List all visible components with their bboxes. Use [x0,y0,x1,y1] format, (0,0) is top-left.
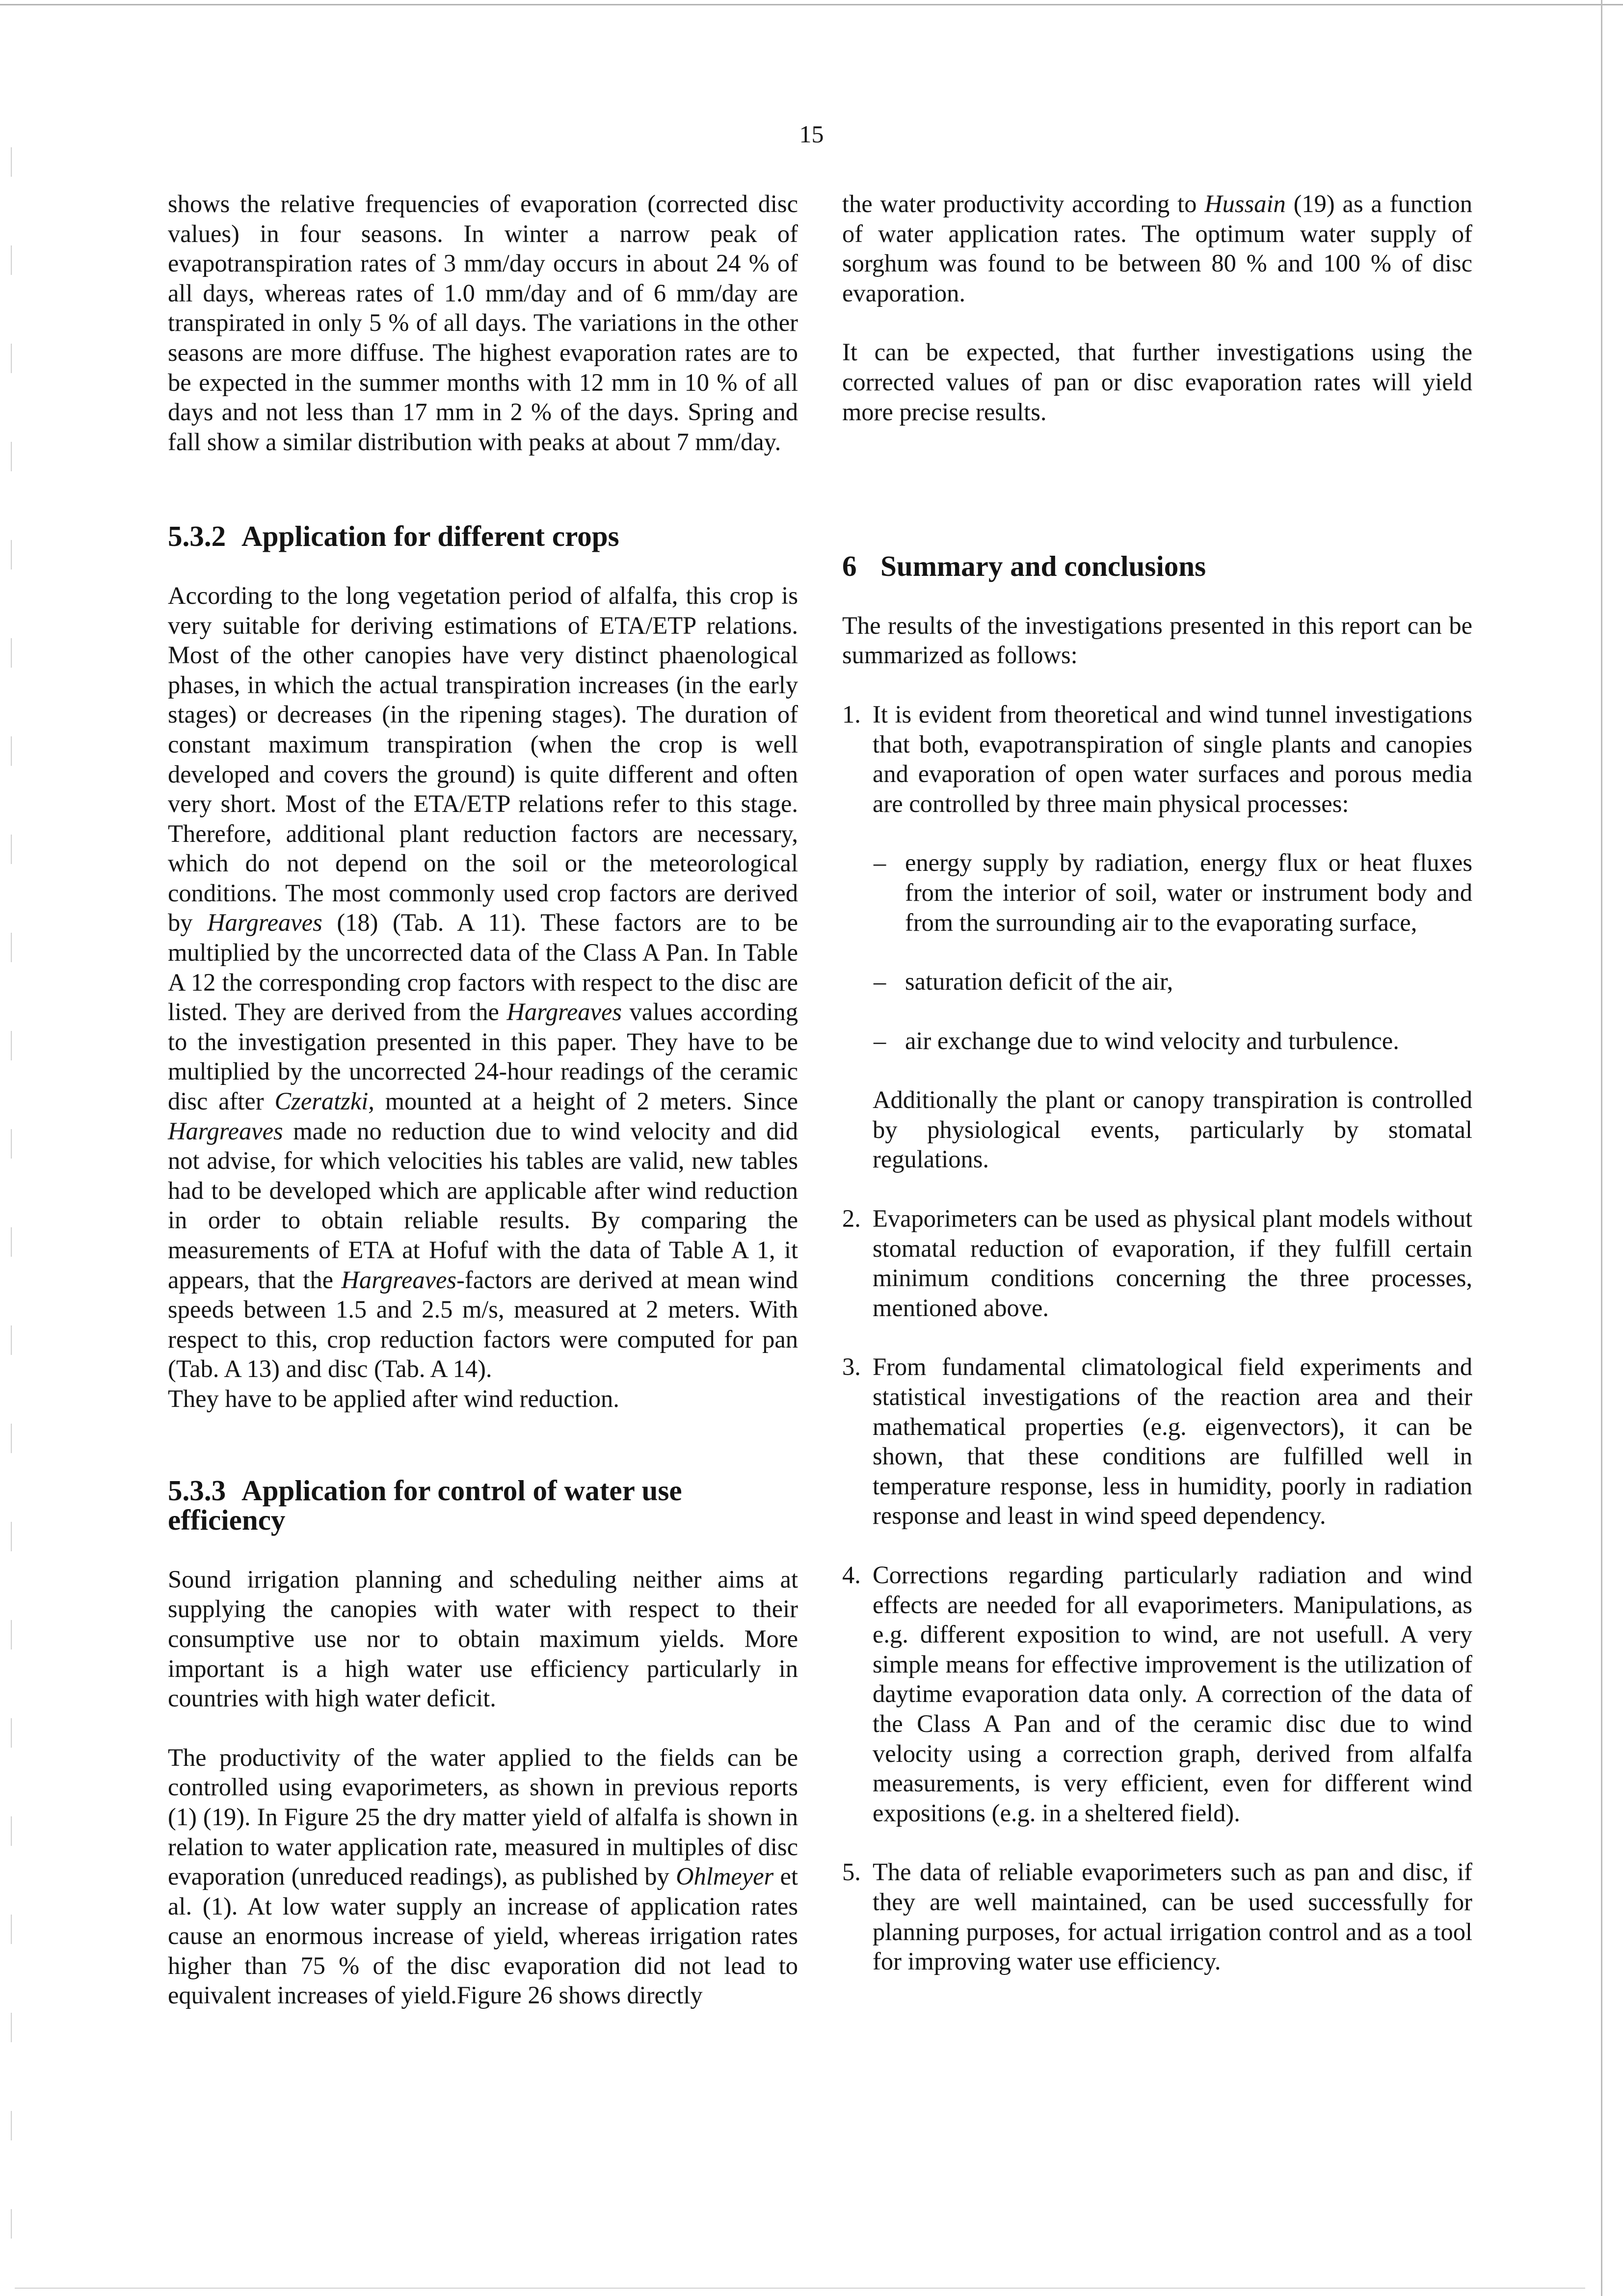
section-heading-5-3-2 [168,521,798,551]
section-title: Application for different crops [241,520,619,553]
section-number: 6 [842,550,857,583]
section-5-3-2-paragraph-1 [168,581,798,1384]
conclusion-item-2 [842,1204,1472,1323]
item-number: 2. [842,1205,861,1233]
text-run: The productivity of the water applied to the fields can be controlled using evaporimeters, as shown in previous reports (1) (19). In Figure 25 the dry matter yield of alfalfa is shown in relation to water application rate, measured in multiples of disc evaporation (unreduced readings), as published by [168,1743,798,1891]
item-text: Corrections regarding particularly radiation and wind effects are needed for all evaporimeters. Manipulations, as e.g. different exposition to wind, are not usefull. A very simple means for effective improvement is the utilization of daytime evaporation data only. A correction of the data of the Class A Pan and of the ceramic disc due to wind velocity using a correction graph, derived from alfalfa measurements, is very efficient, even for different wind expositions (e.g. in a sheltered field). [873,1561,1472,1827]
section-title: Application for control of water use efficiency [168,1474,682,1537]
section-number: 5.3.2 [168,520,226,553]
text-run: made no reduction due to wind velocity and did not advise, for which velocities his tables are valid, new tables had to be developed which are applicable after wind reduction in order to obtain reliable results. By comparing the measurements of ETA at Hofuf with the data of Table A 1, it appears, that the [168,1117,798,1294]
text-run: According to the long vegetation period of alfalfa, this crop is very suitable for deriving estimations of ETA/ETP relations. Most of the other canopies have very distinct phaenological phases, in which the actual transpiration increases (in the early stages) or decreases (in the ripening stages). The duration of constant maximum transpiration (when the crop is well developed and covers the ground) is quite different and often very short. Most of the ETA/ETP relations refer to this stage. Therefore, additional plant reduction factors are necessary, which do not depend on the soil or the meteorological conditions. The most commonly used crop factors are derived by [168,581,798,937]
process-item: – air exchange due to wind velocity and turbulence. [873,1026,1472,1056]
section-heading-6 [842,551,1472,581]
author-name: Hargreaves [207,909,322,937]
left-column [168,189,798,2010]
process-list [873,848,1472,1055]
item-text: The data of reliable evaporimeters such as pan and disc, if they are well maintained, can be used successfully for planning purposes, for actual irrigation control and as a tool for improving water use efficiency. [873,1858,1472,1975]
right-column [842,189,1472,1976]
item-text: From fundamental climatological field experiments and statistical investigations of the reaction area and their mathematical properties (e.g. eigenvectors), it can be shown, that these conditions are fulfilled well in temperature response, less in humidity, poorly in radiation response and least in wind speed dependency. [873,1353,1472,1530]
conclusion-item-3 [842,1352,1472,1531]
section-5-3-2-paragraph-2: They have to be applied after wind reduction. [168,1384,619,1412]
text-run: -factors are derived at mean wind speeds between 1.5 and 2.5 m/s, measured at 2 meters. With respect to this, crop reduction factors were computed for pan (Tab. A 13) and disc (Tab. A 14). [168,1266,798,1383]
item-number: 5. [842,1858,861,1886]
section-heading-5-3-3 [168,1476,798,1535]
text-run: (19) as a function of water application rates. The optimum water supply of sorghum was found to be between 80 % and 100 % of disc evaporation. [842,190,1472,307]
author-name: Ohlmeyer [676,1863,774,1891]
text-run: et al. (1). At low water supply an increase of application rates cause an enormous increase of yield, whereas irrigation rates higher than 75 % of the disc evaporation did not lead to equivalent increases of yield.Figure 26 shows directly [168,1863,798,2009]
conclusion-item-5 [842,1857,1472,1976]
author-name: Hussain [1204,190,1286,217]
author-name: Hargreaves [341,1266,457,1294]
page-number: 15 [799,120,824,148]
item-followup-text: Additionally the plant or canopy transpiration is controlled by physiological events, particularly by stomatal regulations. [873,1086,1472,1173]
item-text: Evaporimeters can be used as physical plant models without stomatal reduction of evaporation, if they fulfill certain minimum conditions concerning the three processes, mentioned above. [873,1205,1472,1322]
section-5-3-3-paragraph-2 [168,1743,798,2010]
item-number: 3. [842,1353,861,1381]
author-name: Czeratzki, [274,1087,374,1115]
section-number: 5.3.3 [168,1474,226,1507]
item-text: It is evident from theoretical and wind tunnel investigations that both, evapotranspiration of single plants and canopies and evaporation of open water surfaces and porous media are controlled by three main physical processes: [873,700,1472,817]
summary-intro: The results of the investigations presented in this report can be summarized as follows: [842,611,1472,669]
conclusions-list [842,700,1472,1976]
scan-border-top [0,4,1623,5]
intro-paragraph: shows the relative frequencies of evaporation (corrected disc values) in four seasons. In winter a narrow peak of evapotranspiration rates of 3 mm/day occurs in about 24 % of all days, whereas rates of 1.0 mm/day and of 6 mm/day are transpirated in only 5 % of all days. The variations in the other seasons are more diffuse. The highest evaporation rates are to be expected in the summer months with 12 mm in 10 % of all days and not less than 17 mm in 2 % of the days. Spring and fall show a similar distribution with peaks at about 7 mm/day. [168,190,798,456]
author-name: Hargreaves [506,998,622,1026]
continued-paragraph [842,189,1472,308]
item-number: 4. [842,1561,861,1589]
section-5-3-3-paragraph-1: Sound irrigation planning and scheduling neither aims at supplying the canopies with water with respect to their consumptive use nor to obtain maximum yields. More important is a high water use efficiency particularly in countries with high water deficit. [168,1565,798,1712]
outlook-paragraph: It can be expected, that further investigations using the corrected values of pan or disc evaporation rates will yield more precise results. [842,338,1472,426]
scan-border-left [11,147,12,2258]
scan-border-bottom [15,2288,1585,2289]
scan-border-right [1601,0,1602,2296]
text-run: values according to the investigation presented in this paper. They have to be multiplied by the uncorrected 24-hour readings of the ceramic disc after [168,998,798,1115]
text-run: (18) (Tab. A 11). These factors are to be multiplied by the uncorrected data of the Class A Pan. In Table A 12 the corresponding crop factors with respect to the disc are listed. They are derived from the [168,909,798,1026]
process-item: – energy supply by radiation, energy flux or heat fluxes from the interior of soil, water or instrument body and from the surrounding air to the evaporating surface, [873,848,1472,937]
item-number: 1. [842,700,861,728]
section-title: Summary and conclusions [880,550,1206,583]
conclusion-item-4 [842,1560,1472,1828]
text-run: the water productivity according to [842,190,1205,217]
conclusion-item-1 [842,700,1472,1174]
text-run: mounted at a height of 2 meters. Since [374,1087,798,1115]
process-item: – saturation deficit of the air, [873,967,1472,997]
author-name: Hargreaves [168,1117,283,1145]
